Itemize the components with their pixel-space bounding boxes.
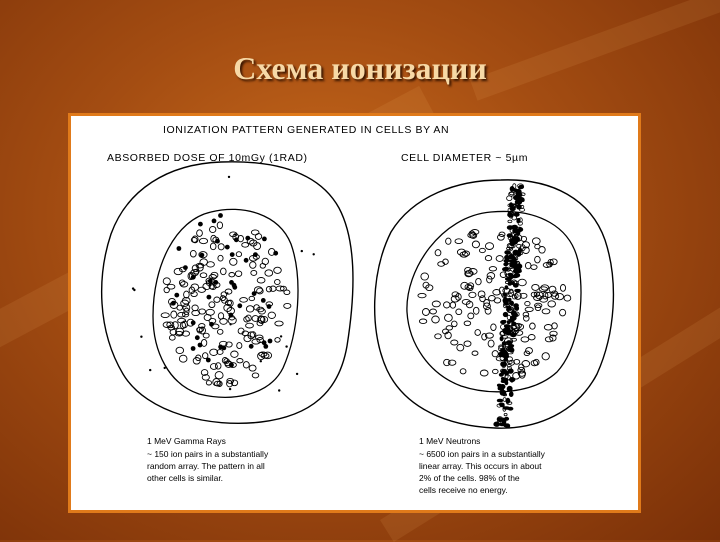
figure-diameter-label: CELL DIAMETER ~ 5µm	[401, 152, 529, 164]
nucleus-vesicle	[485, 256, 491, 261]
track-ion-pair	[505, 281, 508, 283]
nucleus-vesicle	[419, 319, 426, 324]
nucleus-vesicle	[206, 381, 211, 385]
nucleus-vesicle	[250, 262, 256, 269]
ionization-dot	[200, 253, 205, 258]
nucleus-vesicle	[525, 262, 531, 268]
nucleus-vesicle	[555, 293, 563, 299]
nucleus-vesicle	[460, 369, 466, 374]
ionization-dot	[208, 279, 213, 284]
ionization-dot	[171, 301, 176, 306]
ionization-dot	[313, 253, 315, 255]
track-ion-pair	[502, 380, 506, 382]
track-ion-pair	[511, 263, 516, 267]
ionization-dot	[285, 345, 287, 347]
nucleus-vesicle	[496, 256, 503, 262]
ionization-dot	[234, 233, 236, 235]
nucleus-vesicle	[446, 238, 451, 244]
nucleus-vesicle	[192, 265, 199, 272]
ionization-dot	[218, 345, 223, 350]
nucleus-vesicle	[522, 361, 530, 367]
ionization-dot	[234, 237, 239, 242]
nucleus-vesicle	[422, 309, 429, 316]
nucleus-vesicle	[464, 341, 471, 346]
track-ion-pair	[507, 226, 513, 230]
ionization-dot	[149, 369, 151, 371]
nucleus-vesicle	[534, 359, 540, 365]
ionization-dot	[261, 298, 266, 303]
nucleus-vesicle	[444, 302, 450, 308]
track-ion-pair	[499, 373, 503, 376]
nucleus-vesicle	[532, 238, 540, 245]
nucleus-vesicle	[472, 241, 479, 248]
track-ion-pair	[505, 286, 508, 290]
ionization-dot	[218, 213, 223, 218]
nucleus-vesicle	[421, 273, 429, 280]
nucleus-vesicle	[209, 302, 215, 308]
nucleus-vesicle	[275, 279, 281, 284]
nucleus-vesicle	[220, 319, 228, 325]
nucleus-vesicle	[473, 307, 479, 314]
nucleus-vesicle	[525, 307, 533, 311]
ionization-dot	[140, 336, 142, 338]
nucleus-vesicle	[472, 351, 478, 355]
ionization-dot	[280, 335, 282, 337]
nucleus-vesicle	[251, 230, 259, 235]
nucleus-vesicle	[564, 295, 571, 301]
ionization-dot	[252, 291, 257, 296]
figure-dose-label: ABSORBED DOSE OF 10mGy (1RAD)	[107, 152, 308, 164]
track-ion-pair	[504, 263, 508, 266]
nucleus-vesicle	[275, 321, 283, 326]
nucleus-vesicle	[164, 287, 169, 292]
figure-panel	[68, 113, 641, 513]
nucleus-vesicle	[235, 271, 241, 277]
nucleus-vesicle	[528, 335, 535, 340]
track-ion-pair	[509, 378, 515, 382]
nucleus-vesicle	[198, 287, 206, 292]
track-ion-pair	[510, 192, 515, 195]
ionization-dot	[301, 250, 303, 252]
track-ion-pair	[515, 226, 518, 229]
track-ion-pair	[509, 392, 513, 397]
nucleus-vesicle	[468, 313, 474, 319]
neutron-nucleus-vesicles	[418, 230, 571, 380]
nucleus-vesicle	[230, 258, 237, 265]
track-ion-pair	[504, 413, 507, 415]
nucleus-vesicle	[485, 243, 493, 250]
gamma-label: 1 MeV Gamma Rays	[147, 436, 226, 446]
nucleus-vesicle	[163, 278, 170, 285]
nucleus-vesicle	[457, 344, 464, 351]
nucleus-vesicle	[218, 255, 223, 261]
nucleus-vesicle	[192, 305, 198, 311]
ionization-dot	[207, 295, 212, 300]
nucleus-vesicle	[171, 311, 177, 318]
nucleus-vesicle	[237, 359, 243, 363]
ionization-dot	[237, 303, 242, 308]
neutron-label: 1 MeV Neutrons	[419, 436, 481, 446]
nucleus-vesicle	[535, 244, 540, 248]
ionization-dot	[177, 246, 182, 251]
nucleus-vesicle	[430, 309, 437, 314]
nucleus-vesicle	[469, 292, 476, 297]
ionization-dot	[215, 239, 220, 244]
ionization-dot	[230, 252, 235, 257]
track-ion-pair	[505, 251, 511, 255]
nucleus-vesicle	[249, 296, 255, 300]
track-ion-pair	[510, 301, 513, 305]
gamma-ionization-dots	[132, 176, 315, 392]
ionization-dot	[229, 323, 231, 325]
nucleus-vesicle	[236, 252, 241, 257]
track-ion-pair	[512, 322, 517, 326]
track-ion-pair	[501, 362, 507, 367]
gamma-caption-line: ~ 150 ion pairs in a substantially	[147, 449, 269, 459]
ionization-dot	[228, 176, 230, 178]
ionization-dot	[209, 322, 214, 327]
ionization-dot	[245, 236, 250, 241]
track-ion-pair	[503, 407, 509, 410]
nucleus-vesicle	[246, 315, 252, 321]
track-ion-pair	[517, 228, 522, 231]
nucleus-vesicle	[178, 312, 185, 317]
track-ion-pair	[499, 403, 504, 406]
nucleus-vesicle	[197, 230, 203, 237]
track-ion-pair	[509, 275, 513, 279]
nucleus-vesicle	[240, 298, 248, 303]
nucleus-vesicle	[252, 373, 259, 378]
track-ion-pair	[507, 386, 512, 391]
ionization-dot	[229, 363, 234, 368]
figure-heading: IONIZATION PATTERN GENERATED IN CELLS BY AN	[163, 124, 450, 136]
track-ion-pair	[510, 186, 514, 191]
ionization-dot	[133, 289, 135, 291]
nucleus-vesicle	[270, 286, 276, 291]
nucleus-vesicle	[530, 323, 536, 329]
nucleus-vesicle	[432, 316, 440, 323]
track-ion-pair	[516, 189, 522, 193]
nucleus-vesicle	[243, 362, 249, 368]
ionization-dot	[208, 359, 210, 361]
neutron-caption-line: ~ 6500 ion pairs in a substantially	[419, 449, 545, 459]
track-ion-pair	[503, 320, 506, 322]
track-ion-pair	[515, 237, 520, 242]
nucleus-vesicle	[432, 301, 440, 307]
track-ion-pair	[514, 273, 520, 277]
nucleus-vesicle	[229, 273, 235, 277]
nucleus-vesicle	[548, 301, 556, 307]
nucleus-vesicle	[446, 326, 452, 330]
neutron-cell-membrane	[375, 180, 614, 428]
ionization-dot	[262, 237, 267, 242]
nucleus-vesicle	[210, 364, 217, 370]
ionization-dot	[212, 219, 217, 224]
nucleus-vesicle	[214, 297, 220, 302]
track-ion-pair	[515, 313, 518, 316]
nucleus-vesicle	[210, 243, 216, 250]
gamma-caption-line: random array. The pattern in all	[147, 461, 265, 471]
nucleus-vesicle	[531, 265, 537, 270]
track-ion-pair	[509, 282, 515, 285]
nucleus-vesicle	[262, 258, 268, 264]
track-ion-pair	[508, 220, 512, 223]
gamma-caption-line: other cells is similar.	[147, 473, 224, 483]
nucleus-vesicle	[475, 330, 481, 336]
nucleus-vesicle	[218, 244, 224, 250]
ionization-dot	[268, 339, 273, 344]
nucleus-vesicle	[207, 262, 215, 267]
track-ion-pair	[500, 349, 505, 353]
nucleus-vesicle	[452, 321, 458, 327]
nucleus-vesicle	[445, 314, 453, 321]
nucleus-vesicle	[542, 353, 549, 360]
ionization-dot	[213, 280, 218, 285]
nucleus-vesicle	[542, 309, 550, 314]
nucleus-vesicle	[257, 278, 265, 284]
nucleus-vesicle	[215, 372, 223, 379]
nucleus-vesicle	[179, 355, 187, 362]
nucleus-vesicle	[275, 338, 280, 343]
nucleus-vesicle	[560, 285, 565, 292]
nucleus-vesicle	[210, 226, 216, 232]
track-ion-pair	[516, 269, 521, 272]
nucleus-vesicle	[265, 270, 273, 276]
nucleus-vesicle	[176, 347, 184, 353]
nucleus-vesicle	[213, 379, 220, 386]
track-ion-pair	[497, 399, 503, 402]
track-ion-pair	[505, 255, 510, 260]
nucleus-vesicle	[478, 291, 485, 298]
ionization-dot	[198, 343, 203, 348]
nucleus-vesicle	[521, 337, 529, 342]
track-ion-pair	[500, 336, 503, 340]
nucleus-vesicle	[203, 333, 209, 338]
nucleus-vesicle	[221, 268, 227, 275]
ionization-dot	[225, 245, 230, 250]
ionization-dot	[278, 389, 280, 391]
nucleus-vesicle	[444, 359, 450, 365]
nucleus-vesicle	[200, 273, 207, 278]
ionization-dot	[232, 283, 237, 288]
track-ion-pair	[517, 205, 522, 210]
ionization-dot	[267, 304, 272, 309]
track-ion-pair	[511, 338, 517, 341]
nucleus-vesicle	[169, 335, 175, 340]
nucleus-vesicle	[479, 248, 485, 252]
neutron-caption-line: linear array. This occurs in about	[419, 461, 542, 471]
nucleus-vesicle	[242, 243, 249, 248]
track-ion-pair	[497, 384, 501, 387]
nucleus-vesicle	[493, 369, 499, 373]
track-ion-pair	[518, 197, 524, 201]
nucleus-vesicle	[451, 340, 458, 345]
nucleus-vesicle	[489, 267, 496, 271]
track-ion-pair	[501, 377, 504, 379]
ionization-dot	[228, 313, 233, 318]
track-ion-pair	[507, 234, 512, 238]
ionization-dot	[244, 258, 249, 263]
neutron-caption-line: 2% of the cells. 98% of the	[419, 473, 520, 483]
nucleus-vesicle	[552, 323, 558, 329]
nucleus-vesicle	[268, 312, 275, 318]
nucleus-vesicle	[535, 256, 541, 263]
slide-title: Схема ионизации	[233, 50, 487, 86]
ionization-dot	[296, 373, 298, 375]
nucleus-vesicle	[251, 270, 257, 275]
neutron-caption-line: cells receive no energy.	[419, 485, 508, 495]
ionization-dot	[164, 367, 166, 369]
nucleus-vesicle	[464, 321, 471, 326]
nucleus-vesicle	[480, 370, 488, 376]
nucleus-vesicle	[523, 312, 529, 317]
nucleus-vesicle	[231, 351, 238, 357]
ionization-dot	[183, 265, 188, 270]
nucleus-vesicle	[488, 340, 494, 347]
track-ion-pair	[502, 418, 506, 423]
track-ion-pair	[516, 264, 522, 269]
nucleus-vesicle	[544, 325, 552, 331]
track-ion-pair	[508, 298, 511, 301]
nucleus-vesicle	[435, 250, 441, 256]
ionization-dot	[249, 344, 254, 349]
track-ion-pair	[511, 238, 515, 242]
nucleus-vesicle	[518, 279, 526, 286]
ionization-dot	[263, 344, 268, 349]
ionization-dot	[273, 251, 278, 256]
track-ion-pair	[509, 203, 512, 208]
nucleus-vesicle	[203, 353, 208, 359]
ionization-dot	[198, 222, 203, 227]
nucleus-vesicle	[246, 323, 254, 328]
nucleus-vesicle	[492, 351, 498, 357]
ionization-dot	[253, 252, 258, 257]
nucleus-vesicle	[237, 343, 242, 349]
nucleus-vesicle	[418, 293, 426, 297]
nucleus-vesicle	[455, 239, 463, 244]
nucleus-vesicle	[456, 309, 462, 315]
ionization-dot	[195, 335, 200, 340]
nucleus-vesicle	[284, 303, 291, 308]
nucleus-vesicle	[491, 324, 496, 331]
nucleus-vesicle	[217, 222, 222, 229]
nucleus-vesicle	[560, 309, 566, 316]
ionization-dot	[191, 275, 196, 280]
nucleus-vesicle	[161, 313, 169, 318]
ionization-dot	[229, 388, 231, 390]
ionization-dot	[260, 360, 262, 362]
ionization-dot	[226, 292, 228, 294]
track-ion-pair	[511, 334, 517, 337]
track-ion-pair	[503, 312, 508, 316]
track-ion-pair	[519, 185, 524, 189]
nucleus-vesicle	[246, 306, 253, 312]
ionization-dot	[191, 346, 196, 351]
track-ion-pair	[502, 267, 508, 271]
nucleus-vesicle	[498, 234, 505, 240]
nucleus-vesicle	[249, 365, 256, 371]
track-ion-pair	[507, 321, 510, 324]
nucleus-vesicle	[190, 250, 196, 257]
nucleus-vesicle	[450, 302, 455, 308]
nucleus-vesicle	[217, 329, 223, 334]
nucleus-vesicle	[199, 238, 207, 243]
nucleus-vesicle	[476, 278, 482, 284]
track-ion-pair	[515, 289, 521, 292]
nucleus-vesicle	[221, 292, 227, 297]
nucleus-vesicle	[494, 298, 501, 303]
ionization-dot	[191, 320, 196, 325]
ionization-dot	[174, 293, 179, 298]
nucleus-vesicle	[532, 284, 539, 290]
nucleus-vesicle	[274, 267, 282, 273]
nucleus-vesicle	[435, 334, 442, 339]
nucleus-vesicle	[525, 301, 530, 305]
nucleus-vesicle	[284, 290, 290, 295]
